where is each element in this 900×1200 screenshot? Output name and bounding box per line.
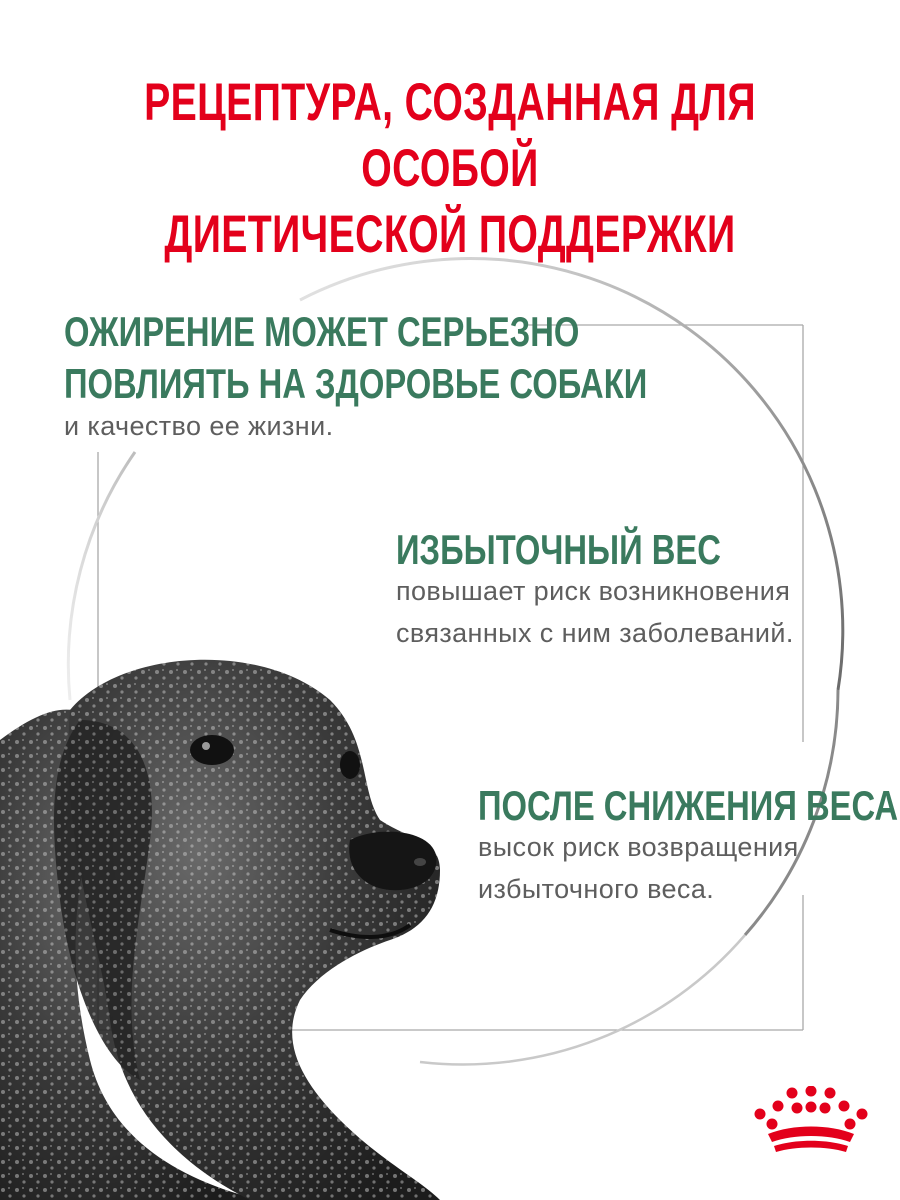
after-weight-loss-text-line-1: высок риск возвращения [478, 832, 799, 862]
after-weight-loss-heading [478, 780, 898, 832]
obesity-text-line-1: и качество ее жизни. [64, 411, 334, 441]
overweight-text [396, 570, 794, 654]
title-line-1: РЕЦЕПТУРА, СОЗДАННАЯ ДЛЯ ОСОБОЙ [144, 73, 756, 198]
after-weight-loss-heading-line-1: ПОСЛЕ СНИЖЕНИЯ ВЕСА [478, 782, 898, 829]
dog-photo [0, 640, 480, 1200]
title-line-2: ДИЕТИЧЕСКОЙ ПОДДЕРЖКИ [164, 205, 736, 264]
after-weight-loss-text-line-2: избыточного веса. [478, 874, 715, 904]
overweight-heading-line-1: ИЗБЫТОЧНЫЙ ВЕС [396, 526, 721, 573]
overweight-text-line-1: повышает риск возникновения [396, 576, 791, 606]
overweight-text-line-2: связанных с ним заболеваний. [396, 618, 794, 648]
obesity-text [64, 406, 333, 446]
obesity-heading [64, 306, 647, 410]
obesity-heading-line-2: ПОВЛИЯТЬ НА ЗДОРОВЬЕ СОБАКИ [64, 360, 648, 407]
after-weight-loss-text [478, 826, 799, 910]
crown-logo [748, 1086, 874, 1156]
obesity-heading-line-1: ОЖИРЕНИЕ МОЖЕТ СЕРЬЕЗНО [64, 308, 580, 355]
overweight-heading [396, 524, 721, 576]
